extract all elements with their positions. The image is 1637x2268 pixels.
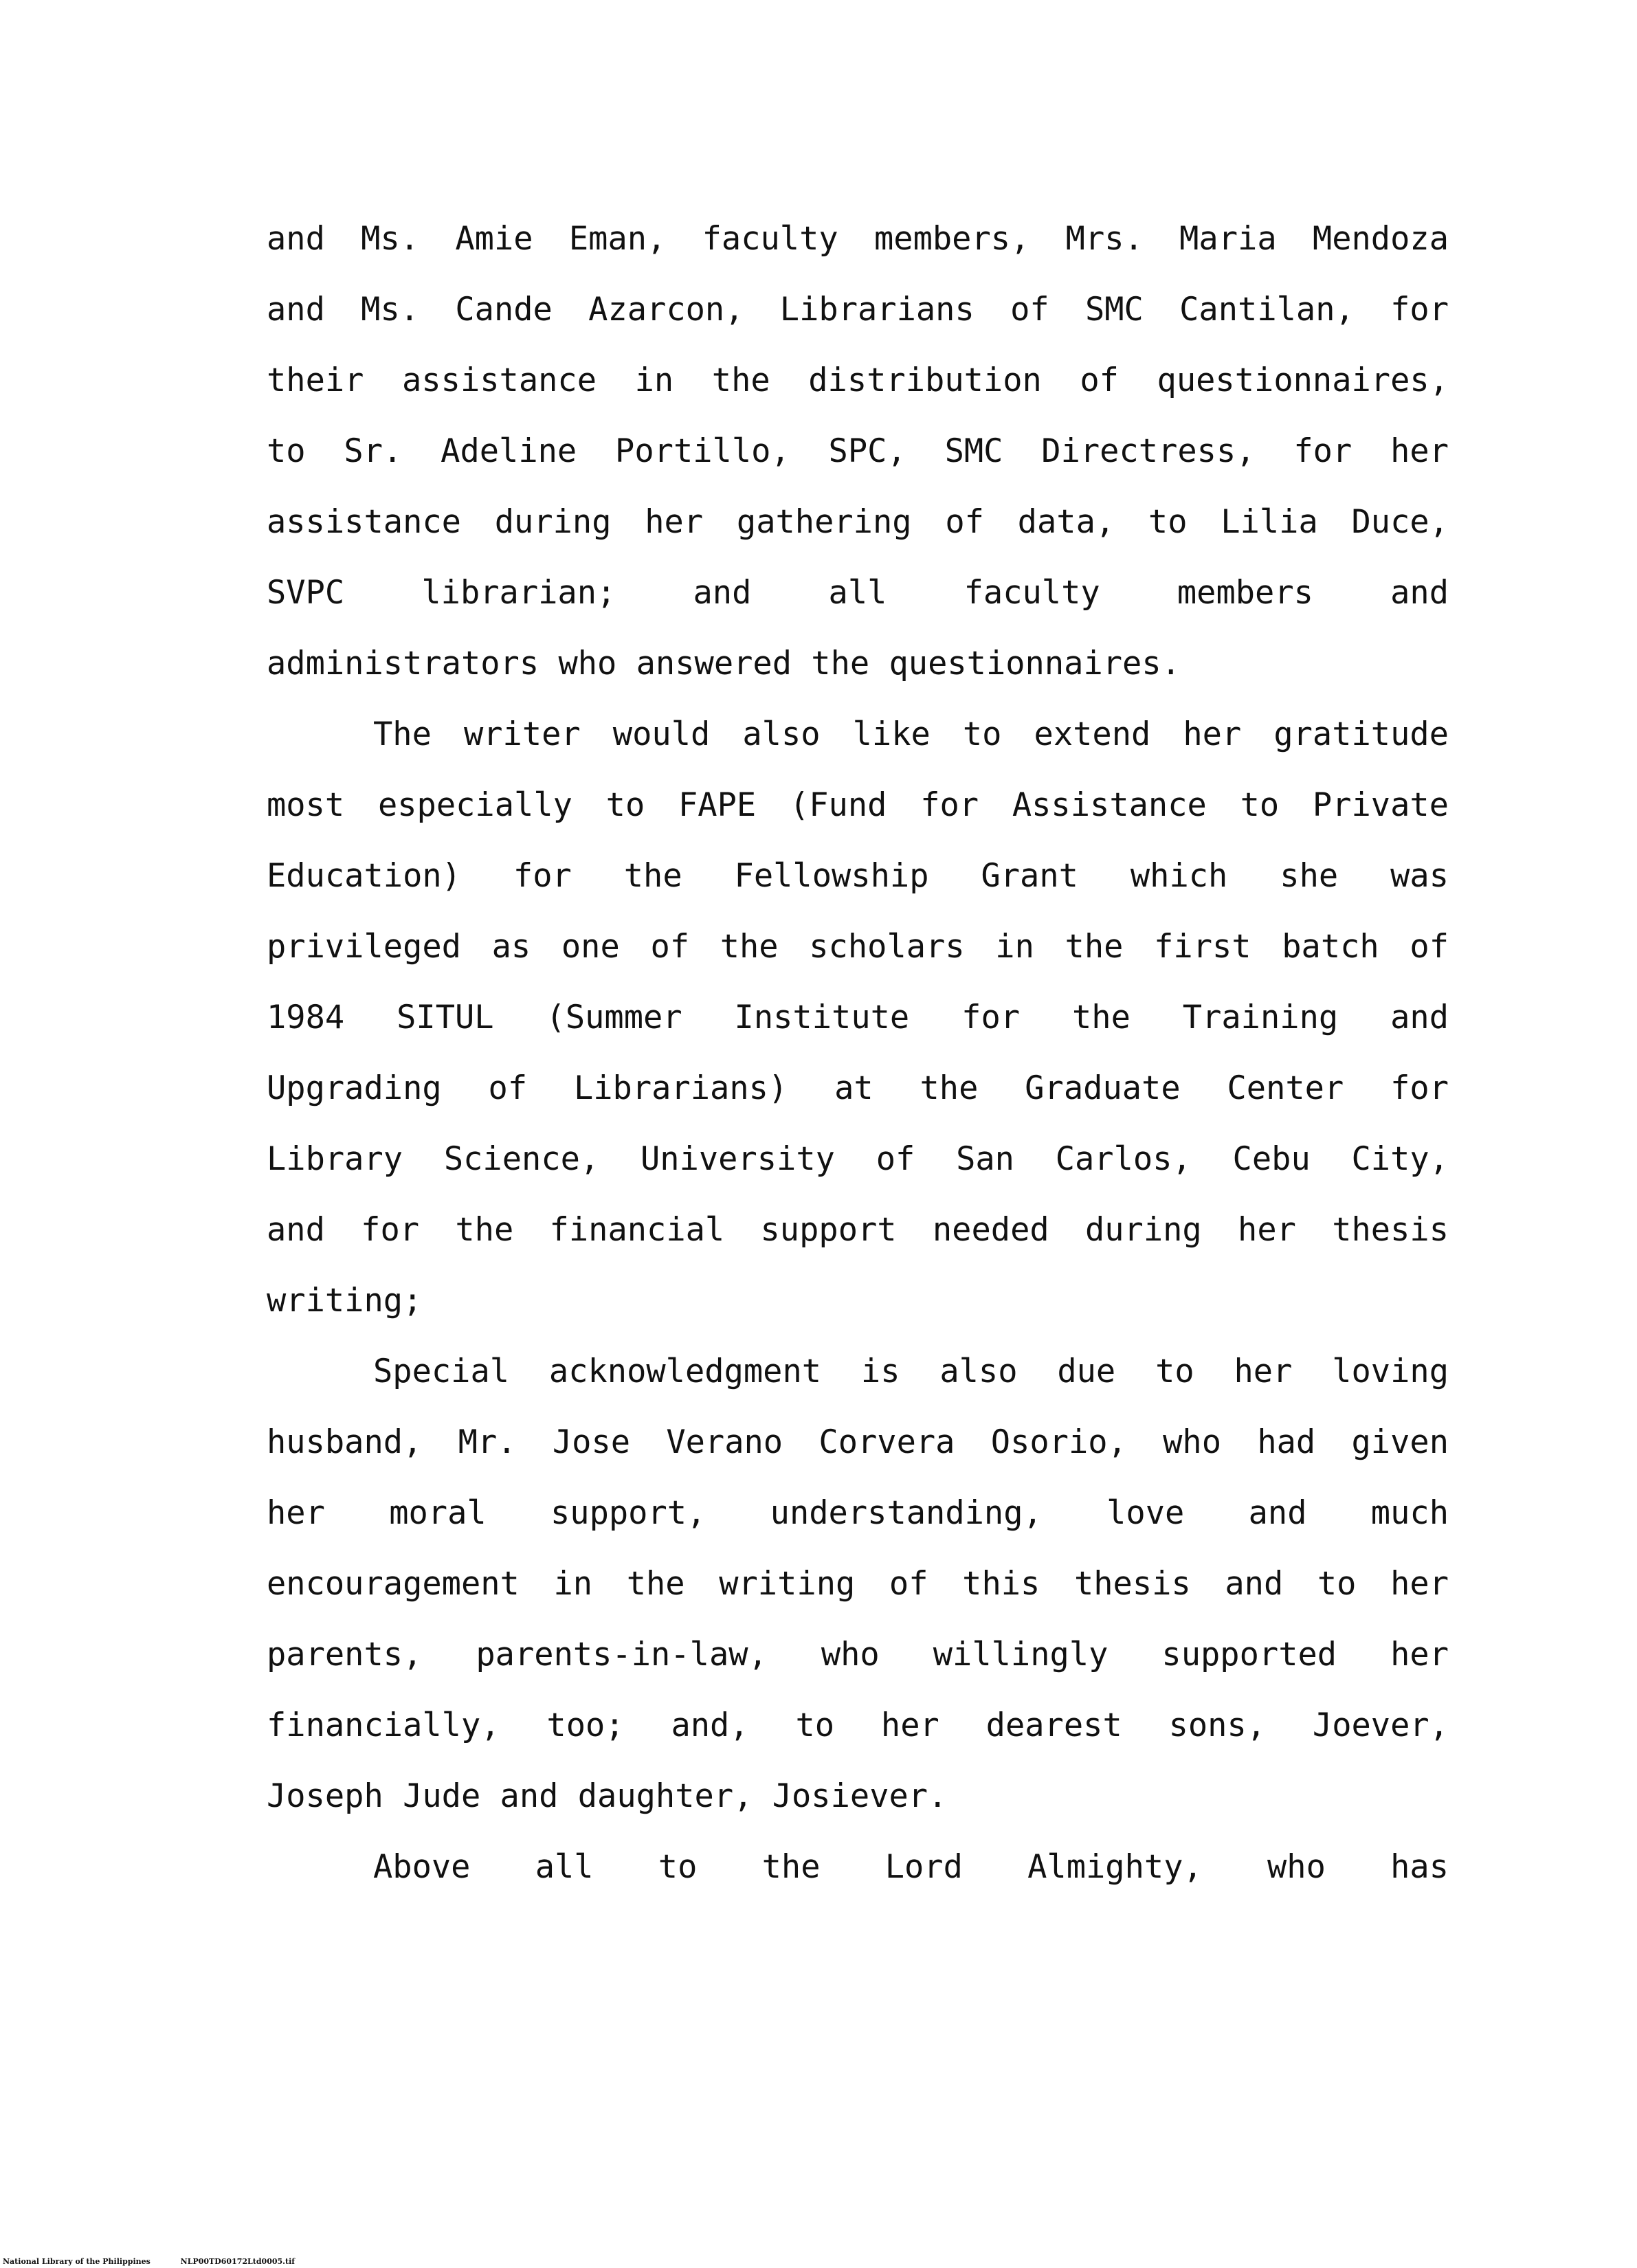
footer-source: National Library of the Philippines [3,2257,151,2266]
text-line: Upgrading of Librarians) at the Graduate Center for [267,1069,1449,1107]
text-line: encouragement in the writing of this thesis and to her [267,1565,1449,1603]
text-line: Joseph Jude and daughter, Josiever. [267,1777,948,1815]
text-line: parents, parents-in-law, who willingly supported her [267,1636,1449,1674]
text-line: Above all to the Lord Almighty, who has [373,1848,1449,1886]
text-line: Special acknowledgment is also due to her loving [373,1353,1449,1390]
footer-filename: NLP00TD60172Ltd0005.tif [180,2257,295,2266]
text-line: most especially to FAPE (Fund for Assistance to Private [267,786,1449,824]
text-line: financially, too; and, to her dearest sons, Joever, [267,1706,1449,1744]
text-line: her moral support, understanding, love and much [267,1494,1449,1532]
text-line: and for the financial support needed during her thesis [267,1211,1449,1249]
scan-footer [3,2257,295,2267]
text-line: their assistance in the distribution of questionnaires, [267,362,1449,399]
text-line: administrators who answered the questionnaires. [267,645,1181,682]
text-line: to Sr. Adeline Portillo, SPC, SMC Directress, for her [267,432,1449,470]
text-line: writing; [267,1282,423,1320]
text-line: privileged as one of the scholars in the first batch of [267,928,1449,966]
text-line: and Ms. Amie Eman, faculty members, Mrs. Maria Mendoza [267,220,1449,258]
acknowledgment-text [267,203,1449,1902]
text-line: Library Science, University of San Carlos, Cebu City, [267,1140,1449,1178]
text-line: assistance during her gathering of data, to Lilia Duce, [267,503,1449,541]
text-line: Education) for the Fellowship Grant which she was [267,857,1449,895]
text-line: SVPC librarian; and all faculty members and [267,574,1449,612]
text-line: husband, Mr. Jose Verano Corvera Osorio, who had given [267,1423,1449,1461]
text-line: The writer would also like to extend her gratitude [373,715,1449,753]
text-line: and Ms. Cande Azarcon, Librarians of SMC Cantilan, for [267,291,1449,329]
text-line: 1984 SITUL (Summer Institute for the Training and [267,999,1449,1036]
